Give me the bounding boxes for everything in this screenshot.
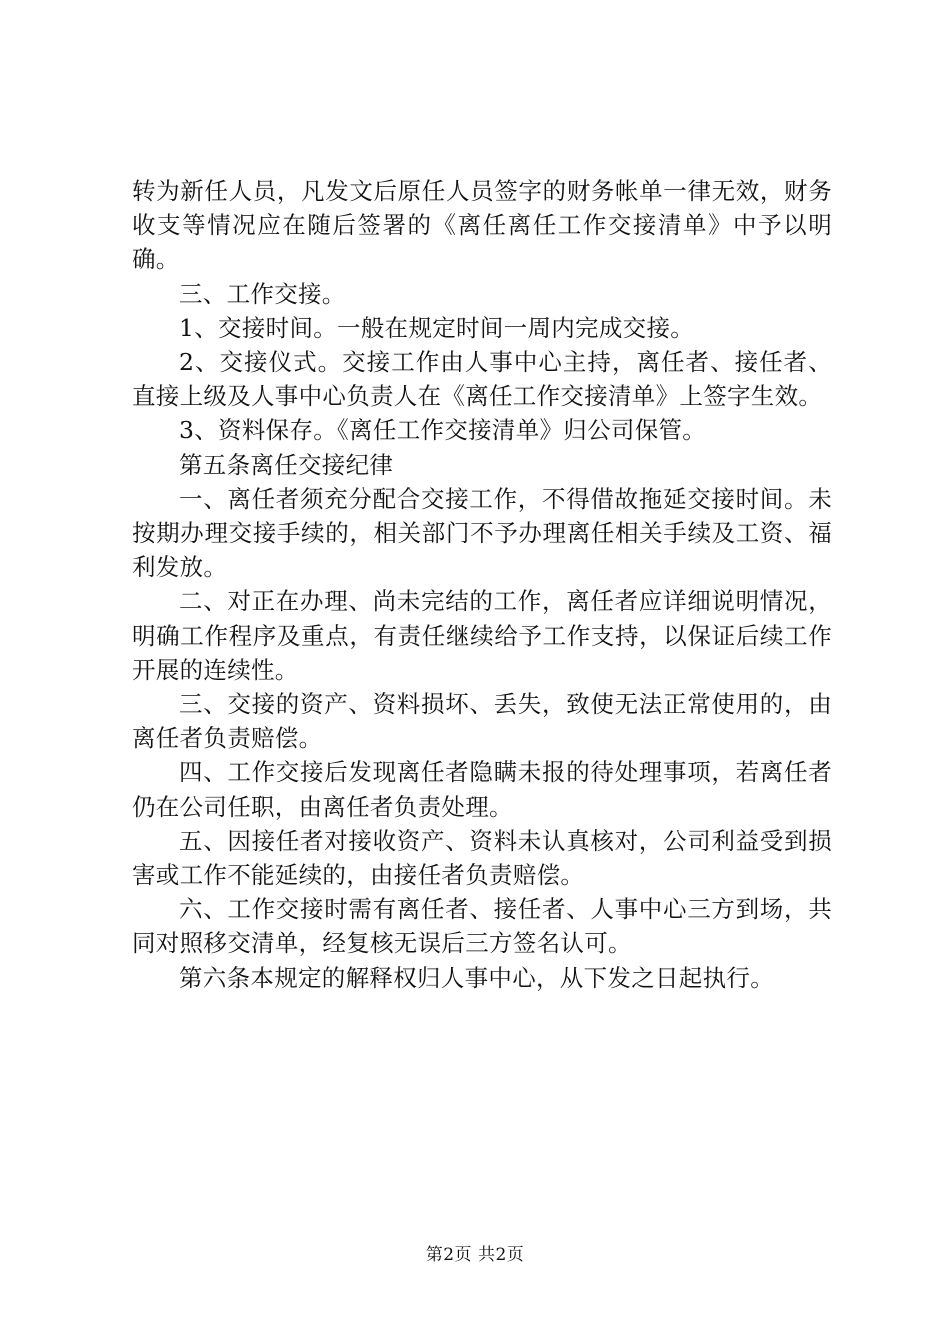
paragraph-7: 一、离任者须充分配合交接工作，不得借故拖延交接时间。未按期办理交接手续的，相关部门不予办理离任相关手续及工资、福利发放。 [132, 484, 832, 582]
paragraph-4: 2、交接仪式。交接工作由人事中心主持，离任者、接任者、直接上级及人事中心负责人在《离任工作交接清单》上签字生效。 [132, 348, 832, 411]
paragraph-9: 三、交接的资产、资料损坏、丢失，致使无法正常使用的，由离任者负责赔偿。 [132, 690, 832, 753]
page-footer [0, 1244, 950, 1266]
paragraph-5: 3、资料保存。《离任工作交接清单》归公司保管。 [179, 416, 707, 445]
paragraph-3: 1、交接时间。一般在规定时间一周内完成交接。 [179, 313, 695, 342]
page-number-label: 第2页 共2页 [425, 1245, 525, 1265]
paragraph-2: 三、工作交接。 [179, 279, 346, 308]
paragraph-6: 第五条离任交接纪律 [179, 450, 394, 479]
paragraph-12: 六、工作交接时需有离任者、接任者、人事中心三方到场，共同对照移交清单，经复核无误后三方签名认可。 [132, 895, 832, 958]
paragraph-11: 五、因接任者对接收资产、资料未认真核对，公司利益受到损害或工作不能延续的，由接任者负责赔偿。 [132, 826, 832, 890]
paragraph-13: 第六条本规定的解释权归人事中心，从下发之日起执行。 [179, 963, 774, 992]
paragraph-10: 四、工作交接后发现离任者隐瞒未报的待处理事项，若离任者仍在公司任职，由离任者负责处理。 [132, 758, 832, 821]
paragraph-1: 转为新任人员，凡发文后原任人员签字的财务帐单一律无效，财务收支等情况应在随后签署的《离任离任工作交接清单》中予以明确。 [132, 177, 832, 274]
document-body [132, 174, 832, 995]
paragraph-8: 二、对正在办理、尚未完结的工作，离任者应详细说明情况，明确工作程序及重点，有责任继续给予工作支持，以保证后续工作开展的连续性。 [132, 587, 832, 684]
